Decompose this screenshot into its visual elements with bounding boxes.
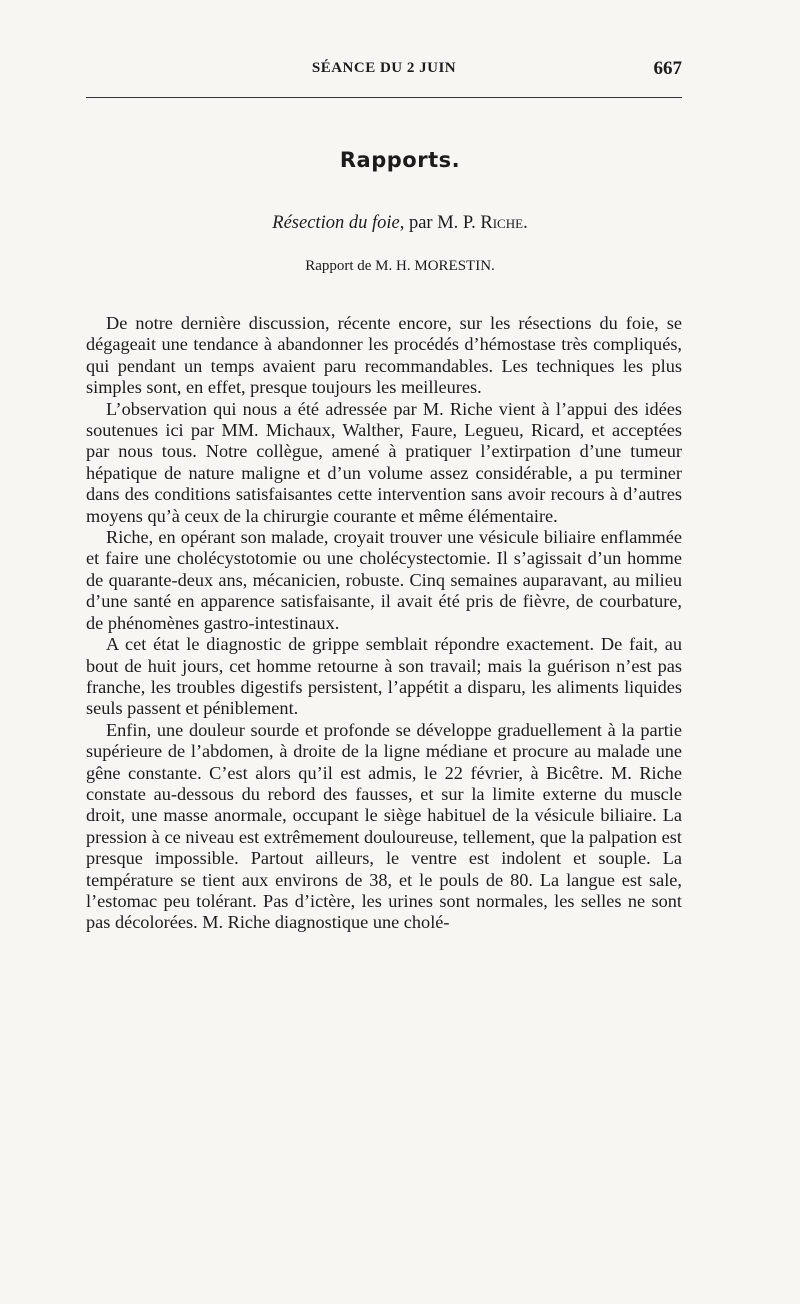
header-rule	[86, 97, 682, 98]
paragraph: A cet état le diagnostic de grippe semblait répondre exactement. De fait, au bout de huit jours, cet homme retourne à son travail; mais la guérison n’est pas franche, les troubles digestifs persistent, l’appétit a disparu, les aliments liquides seuls passent et péniblement.	[86, 634, 682, 719]
article-title	[0, 213, 800, 234]
page-header	[86, 58, 682, 88]
page-number: 667	[653, 58, 682, 79]
running-head: SÉANCE DU 2 JUIN	[311, 60, 457, 76]
byline-prefix: , par M. P.	[399, 213, 481, 233]
paragraph: Enfin, une douleur sourde et profonde se développe graduellement à la partie supérieure de l’abdomen, à droite de la ligne médiane et procure au malade une gêne constante. C’est alors qu’il est admis, le 22 février, à Bicêtre. M. Riche constate au-dessous du rebord des fausses, et sur la limite externe du muscle droit, une masse anormale, occupant le siège habituel de la vésicule biliaire. La pression à ce niveau est extrêmement douloureuse, tellement, que la palpation est presque impossible. Partout ailleurs, le ventre est indolent et souple. La température se tient aux environs de 38, et le pouls de 80. La langue est sale, l’estomac peu tolérant. Pas d’ictère, les urines sont normales, les selles ne sont pas décolorées. M. Riche diagnostique une cholé-	[86, 719, 682, 933]
body-text	[86, 313, 682, 934]
paragraph: De notre dernière discussion, récente encore, sur les résections du foie, se dégageait une tendance à abandonner les procédés d’hémostase très compliqués, qui pendant un temps avaient paru recommandables. Les techniques les plus simples sont, en effet, presque toujours les meilleures.	[86, 313, 682, 398]
article-title-text: Résection du foie	[272, 213, 400, 233]
section-title: Rapports.	[339, 148, 461, 172]
paragraph: Riche, en opérant son malade, croyait trouver une vésicule biliaire enflammée et faire une cholécystotomie ou une cholécystectomie. Il s’agissait d’un homme de quarante-deux ans, mécanicien, robuste. Cinq semaines auparavant, au milieu d’une santé en apparence satisfaisante, il avait été pris de fièvre, de courbature, de phénomènes gastro-intestinaux.	[86, 527, 682, 633]
report-line: Rapport de M. H. MORESTIN.	[305, 258, 495, 274]
paragraph: L’observation qui nous a été adressée par M. Riche vient à l’appui des idées soutenues ici par MM. Michaux, Walther, Faure, Legueu, Ricard, et acceptées par nous tous. Notre collègue, amené à pratiquer l’extirpation d’une tumeur hépatique de nature maligne et d’un volume assez considérable, a pu terminer dans des conditions satisfaisantes cette intervention sans avoir recours à d’autres moyens qu’à ceux de la chirurgie courante et même élémentaire.	[86, 398, 682, 526]
author-name: Riche	[480, 213, 524, 233]
byline-suffix: .	[523, 213, 528, 233]
